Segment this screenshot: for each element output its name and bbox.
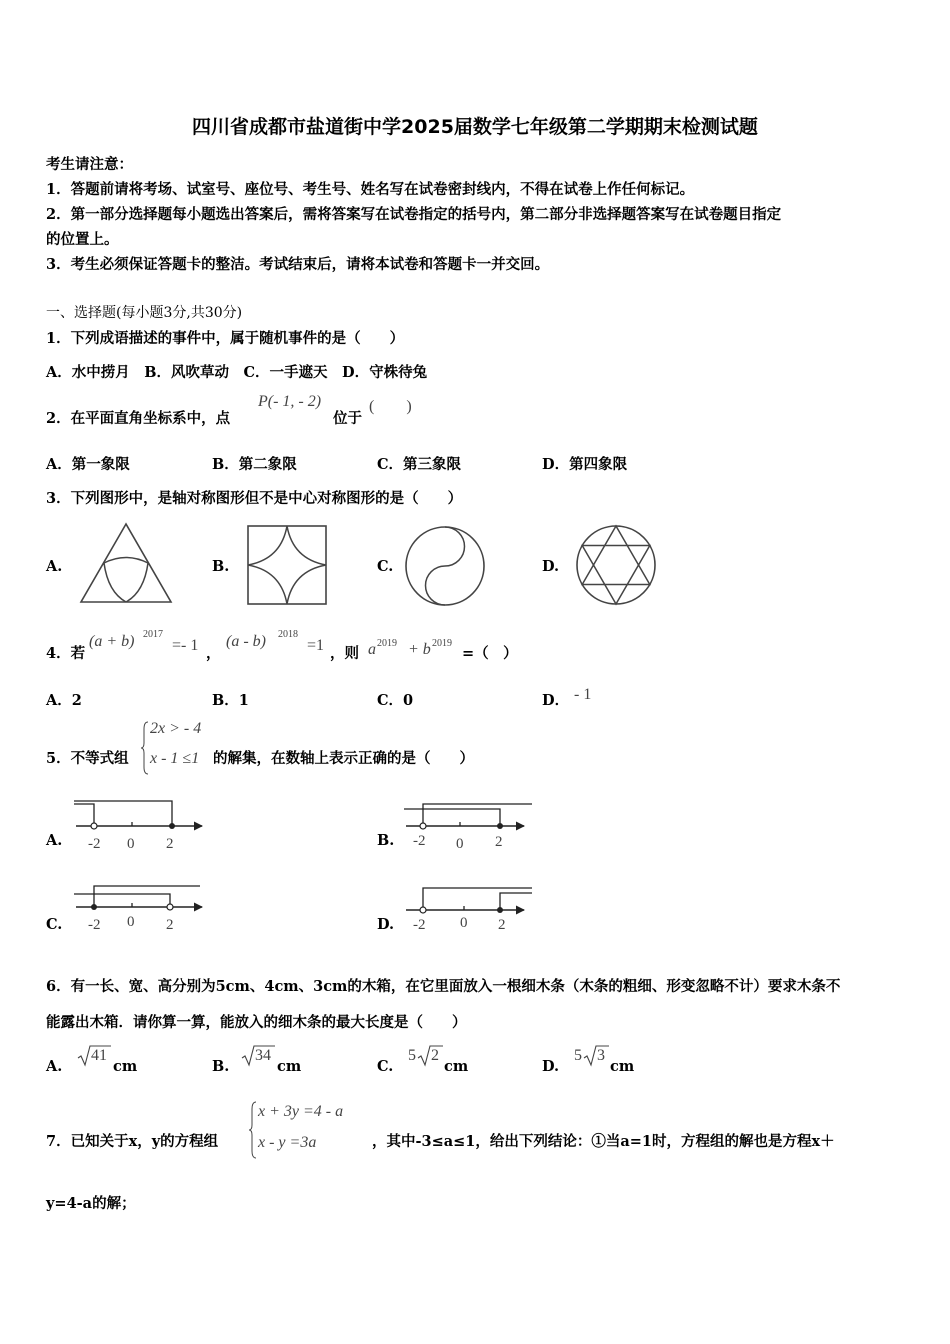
- math-expr: =- 1: [172, 637, 199, 654]
- notice-item: 2．第一部分选择题每小题选出答案后，需将答案写在试卷指定的括号内，第二部分非选择题答案写在试卷题目指定: [46, 206, 782, 223]
- equation: x - y =3a: [258, 1134, 317, 1151]
- math-expr: (a + b): [89, 633, 135, 650]
- tick-label: 2: [498, 917, 506, 933]
- radicand: 3: [597, 1047, 605, 1064]
- tick-label: 0: [127, 836, 135, 852]
- tick-label: -2: [413, 833, 426, 849]
- option-label: A.: [46, 1058, 63, 1075]
- unit: cm: [277, 1058, 302, 1075]
- inequality: 2x > - 4: [150, 720, 202, 737]
- question-stem: 4．若: [46, 645, 86, 662]
- tick-label: -2: [88, 836, 101, 852]
- question-stem: 位于: [333, 410, 362, 427]
- figure-square-star: [247, 525, 327, 605]
- figure-circle-hexagram: [575, 524, 657, 606]
- math-exponent: 2017: [143, 629, 163, 640]
- question-stem: 6．有一长、宽、高分别为5cm、4cm、3cm的木箱，在它里面放入一根细木条（木条的粗细、形变忽略不计）要求木条不: [46, 978, 841, 995]
- radicand: 41: [91, 1047, 107, 1064]
- tick-label: 2: [166, 836, 174, 852]
- answer-paren: ( ): [369, 398, 412, 415]
- radicand: 2: [431, 1047, 439, 1064]
- coefficient: 5: [408, 1047, 416, 1064]
- page-title: 四川省成都市盐道街中学2025届数学七年级第二学期期末检测试题: [192, 116, 758, 138]
- question-stem: 7．已知关于x，y的方程组: [46, 1133, 219, 1150]
- inequality: x - 1 ≤1: [150, 750, 200, 767]
- math-expr: =1: [307, 637, 325, 654]
- option-d: D．: [542, 692, 570, 709]
- option-label: D.: [542, 558, 560, 575]
- question-stem: 1．下列成语描述的事件中，属于随机事件的是（ ）: [46, 330, 405, 347]
- math-expr: (a - b): [226, 633, 266, 650]
- tick-label: -2: [88, 917, 101, 933]
- option-label: D.: [542, 1058, 560, 1075]
- option-c: C．第三象限: [377, 456, 462, 473]
- option-label: B.: [212, 558, 230, 575]
- question-stem: 的解集，在数轴上表示正确的是（ ）: [213, 750, 474, 767]
- system-brace: [249, 1101, 257, 1159]
- math-exponent: 2019: [432, 638, 452, 649]
- option-label: C.: [46, 916, 63, 933]
- notice-item: 1．答题前请将考场、试室号、座位号、考生号、姓名写在试卷密封线内，不得在试卷上作任何标记。: [46, 181, 695, 198]
- unit: cm: [444, 1058, 469, 1075]
- question-stem: ，则: [330, 645, 359, 662]
- math-expr: a: [368, 641, 376, 658]
- tick-label: 2: [495, 834, 503, 850]
- tick-label: 0: [456, 836, 464, 852]
- tick-label: -2: [413, 917, 426, 933]
- option-label: D.: [377, 916, 395, 933]
- unit: cm: [610, 1058, 635, 1075]
- question-stem: y=4-a的解；: [46, 1195, 136, 1212]
- answer-paren: =（ ）: [462, 645, 518, 662]
- question-stem: 5．不等式组: [46, 750, 129, 767]
- question-options: A．水中捞月 B．风吹草动 C．一手遮天 D．守株待兔: [46, 364, 428, 381]
- option-label: C.: [377, 558, 394, 575]
- tick-label: 0: [460, 915, 468, 931]
- math-expr: + b: [408, 641, 431, 658]
- option-label: C.: [377, 1058, 394, 1075]
- math-point: P(- 1, - 2): [258, 393, 322, 410]
- section-heading: 一、选择题(每小题3分,共30分): [46, 305, 243, 321]
- option-label: B.: [377, 832, 395, 849]
- tick-label: 2: [166, 917, 174, 933]
- option-d: D．第四象限: [542, 456, 628, 473]
- unit: cm: [113, 1058, 138, 1075]
- tick-label: 0: [127, 914, 135, 930]
- sqrt-symbol: [417, 1045, 443, 1067]
- question-stem: 2．在平面直角坐标系中，点: [46, 410, 231, 427]
- option-d-value: - 1: [574, 686, 592, 703]
- figure-circle-s-curve: [404, 525, 486, 607]
- sqrt-symbol: [583, 1045, 609, 1067]
- notice-heading: 考生请注意：: [46, 156, 133, 173]
- option-b: B．第二象限: [212, 456, 297, 473]
- figure-triangle-arc: [78, 522, 174, 604]
- option-c: C．0: [377, 692, 414, 709]
- option-a: A．第一象限: [46, 456, 130, 473]
- option-b: B．1: [212, 692, 249, 709]
- equation: x + 3y =4 - a: [258, 1103, 344, 1120]
- radicand: 34: [255, 1047, 271, 1064]
- question-stem: ，其中-3≤a≤1，给出下列结论：①当a=1时，方程组的解也是方程x＋: [372, 1133, 835, 1150]
- question-stem: 3．下列图形中，是轴对称图形但不是中心对称图形的是（ ）: [46, 490, 463, 507]
- notice-item: 的位置上。: [46, 231, 119, 248]
- math-exponent: 2018: [278, 629, 298, 640]
- option-a: A．2: [46, 692, 82, 709]
- option-label: B.: [212, 1058, 230, 1075]
- option-label: A.: [46, 832, 63, 849]
- option-label: A.: [46, 558, 63, 575]
- math-exponent: 2019: [377, 638, 397, 649]
- notice-item: 3．考生必须保证答题卡的整洁。考试结束后，请将本试卷和答题卡一并交回。: [46, 256, 550, 273]
- coefficient: 5: [574, 1047, 582, 1064]
- separator: ，: [206, 645, 221, 662]
- question-stem: 能露出木箱．请你算一算，能放入的细木条的最大长度是（ ）: [46, 1014, 467, 1031]
- system-brace: [141, 721, 149, 775]
